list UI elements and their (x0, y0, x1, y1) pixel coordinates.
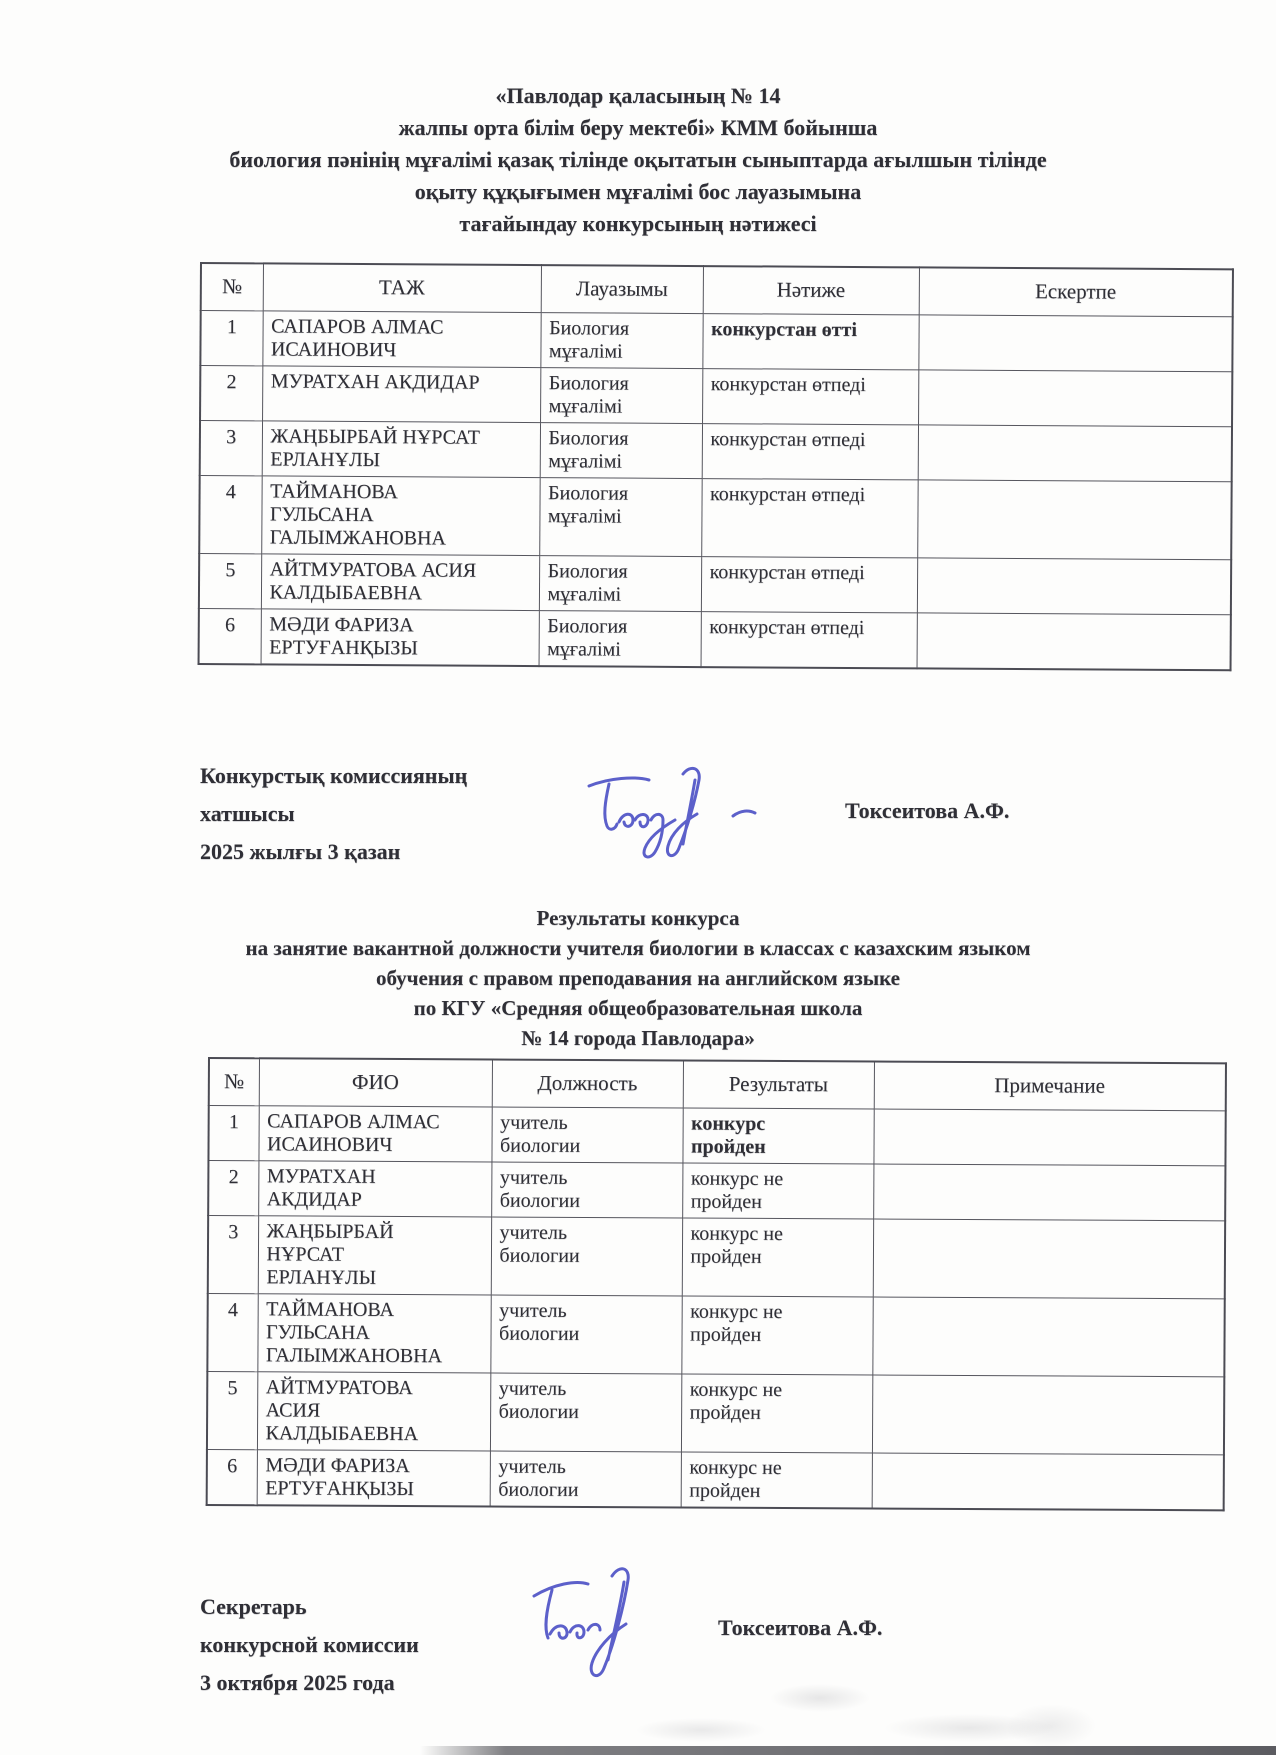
cell-position (540, 368, 702, 424)
signer-role-line: Конкурстық комиссияның (200, 763, 468, 788)
cell-name: МӘДИ ФАРИЗА ЕРТУҒАНҚЫЗЫ (261, 609, 539, 666)
cell-num: 4 (207, 1294, 257, 1372)
cell-name: САПАРОВ АЛМАС ИСАИНОВИЧ (262, 311, 540, 368)
cell-position (491, 1107, 682, 1163)
title-line: биология пәнінің мұғалімі қазақ тілінде оқытатын сыныптарда ағылшын тілінде (229, 147, 1047, 172)
title-line: обучения с правом преподавания на английском языке (375, 966, 901, 990)
signer-role-line: Секретарь (200, 1594, 307, 1619)
cell-result-text: конкурс пройден (690, 1112, 766, 1158)
cell-num: 4 (199, 476, 261, 554)
cell-name (258, 1216, 491, 1295)
cell-result (681, 1296, 872, 1375)
title-line: тағайындау конкурсының нәтижесі (459, 211, 817, 236)
column-header-name: ФИО (259, 1058, 492, 1107)
cell-position-text: учитель биологии (499, 1166, 581, 1212)
cell-note (917, 480, 1231, 560)
cell-position (490, 1373, 681, 1452)
kazakh-signer-name: Токсеитова А.Ф. (845, 798, 1010, 823)
cell-num: 5 (207, 1372, 257, 1450)
cell-note (918, 425, 1232, 482)
russian-signer-name: Токсеитова А.Ф. (718, 1615, 883, 1640)
cell-result (682, 1108, 873, 1164)
scan-artifact (420, 1746, 1276, 1755)
scan-artifact (770, 1684, 870, 1712)
column-header-result: Результаты (683, 1060, 874, 1108)
signer-role-line: 3 октября 2025 года (200, 1670, 395, 1695)
cell-result: конкурстан өтпеді (701, 479, 917, 558)
cell-name-text: ТАЙМАНОВА ГУЛЬСАНА ГАЛЫМЖАНОВНА (265, 1298, 443, 1368)
cell-name: МУРАТХАН АКДИДАР (262, 366, 540, 423)
cell-result: конкурстан өтпеді (701, 612, 917, 669)
signer-role-line: 2025 жылғы 3 қазан (200, 839, 401, 864)
cell-name-text: АЙТМУРАТОВА АСИЯ КАЛДЫБАЕВНА (265, 1376, 419, 1446)
cell-name-text: ЖАҢБЫРБАЙ НҰРСАТ ЕРЛАНҰЛЫ (266, 1220, 394, 1289)
title-line: жалпы орта білім беру мектебі» КММ бойынша (398, 115, 878, 140)
table-row (207, 1372, 1224, 1455)
column-header-note: Ескертпе (919, 267, 1233, 316)
cell-note (917, 558, 1231, 615)
signature-image (583, 760, 763, 875)
column-header-result: Нәтиже (703, 266, 919, 315)
cell-result: конкурстан өтпеді (702, 424, 918, 480)
scan-artifact (1006, 1704, 1096, 1748)
cell-position-text: Биология мұғалімі (548, 427, 629, 473)
cell-position-text: учитель биологии (498, 1377, 579, 1423)
cell-num: 2 (200, 366, 262, 421)
signature-image (526, 1560, 661, 1695)
cell-name-text: САПАРОВ АЛМАС ИСАИНОВИЧ (266, 1110, 440, 1156)
title-line: по КГУ «Средняя общеобразовательная школа (413, 996, 863, 1020)
column-header-position: Лауазымы (541, 265, 703, 313)
cell-result-text: конкурс не пройден (689, 1300, 783, 1346)
cell-position (539, 611, 701, 667)
cell-num: 5 (199, 554, 261, 609)
cell-note (872, 1375, 1224, 1455)
cell-position-text: Биология мұғалімі (547, 615, 628, 661)
cell-num: 6 (207, 1449, 257, 1505)
cell-position (491, 1162, 682, 1218)
cell-name-text: МӘДИ ФАРИЗА ЕРТУҒАНҚЫЗЫ (265, 1454, 414, 1501)
scan-artifact (636, 1718, 766, 1742)
cell-note (873, 1219, 1225, 1299)
cell-result-text: конкурс не пройден (690, 1222, 783, 1268)
column-header-note: Примечание (874, 1061, 1226, 1110)
table-row (208, 1161, 1225, 1221)
cell-note (873, 1109, 1225, 1166)
table-row (199, 476, 1231, 560)
title-line: Результаты конкурса (536, 906, 740, 930)
cell-num: 1 (208, 1106, 258, 1161)
cell-result-text: конкурс не пройден (689, 1378, 783, 1424)
title-line: «Павлодар қаласының № 14 (495, 83, 781, 108)
cell-num: 3 (208, 1216, 258, 1294)
kazakh-signer-role (200, 757, 620, 871)
cell-note (917, 613, 1231, 670)
cell-name (257, 1294, 490, 1373)
cell-result (682, 1163, 873, 1219)
cell-note (918, 315, 1232, 372)
cell-note (872, 1453, 1224, 1510)
russian-results-table (206, 1057, 1227, 1511)
cell-note (918, 370, 1232, 427)
cell-name (257, 1450, 490, 1507)
column-header-name: ТАЖ (263, 263, 541, 312)
cell-position (491, 1217, 682, 1296)
table-row (208, 1216, 1225, 1299)
cell-position-text: учитель биологии (499, 1111, 581, 1157)
cell-position (540, 423, 702, 479)
signer-role-line: конкурсной комиссии (200, 1632, 419, 1657)
signer-role-line: хатшысы (200, 801, 295, 826)
cell-position (490, 1295, 681, 1374)
cell-position-text: Биология мұғалімі (547, 560, 628, 606)
table-row (200, 421, 1232, 482)
table-row (207, 1294, 1224, 1377)
table-header-row (209, 1058, 1226, 1111)
cell-position-text: Биология мұғалімі (547, 482, 629, 528)
cell-name (261, 476, 539, 556)
table-row (199, 608, 1231, 670)
table-header-row (201, 263, 1233, 317)
cell-position (539, 478, 701, 557)
cell-position-text: Биология мұғалімі (548, 372, 629, 418)
column-header-num: № (201, 263, 263, 311)
cell-position (540, 313, 702, 369)
cell-name-text: ТАЙМАНОВА ГУЛЬСАНА ГАЛЫМЖАНОВНА (269, 480, 446, 550)
table-row (199, 554, 1231, 615)
column-header-num: № (209, 1058, 259, 1106)
cell-result: конкурстан өтті (702, 314, 918, 370)
cell-result (681, 1374, 872, 1453)
cell-num: 3 (200, 421, 262, 476)
table-row (200, 311, 1232, 372)
column-header-position: Должность (492, 1059, 683, 1107)
title-line: на занятие вакантной должности учителя биологии в классах с казахским языком (245, 936, 1031, 960)
cell-name: ЖАҢБЫРБАЙ НҰРСАТ ЕРЛАНҰЛЫ (262, 421, 540, 478)
cell-result: конкурстан өтпеді (701, 557, 917, 613)
title-line: оқыту құқығымен мұғалімі бос лауазымына (414, 179, 862, 204)
cell-name (257, 1372, 490, 1451)
cell-position (539, 556, 701, 612)
cell-result (681, 1452, 872, 1508)
cell-position-text: учитель биологии (499, 1221, 580, 1267)
cell-result-text: конкурс не пройден (690, 1167, 784, 1213)
table-row (208, 1106, 1225, 1166)
cell-name (258, 1161, 491, 1217)
cell-num: 1 (200, 311, 262, 366)
title-line: № 14 города Павлодара» (521, 1026, 755, 1050)
cell-note (872, 1297, 1224, 1377)
cell-result-text: конкурс не пройден (689, 1456, 782, 1502)
cell-name-text: МУРАТХАН АКДИДАР (266, 1165, 376, 1211)
cell-result: конкурстан өтпеді (702, 369, 918, 425)
cell-name: АЙТМУРАТОВА АСИЯ КАЛДЫБАЕВНА (261, 554, 539, 611)
cell-result (682, 1218, 873, 1297)
kazakh-title (0, 80, 1276, 240)
kazakh-results-table (198, 262, 1234, 671)
cell-position-text: учитель биологии (498, 1299, 580, 1345)
table-row (207, 1449, 1224, 1510)
russian-title (0, 903, 1276, 1053)
cell-position-text: учитель биологии (498, 1455, 579, 1501)
cell-note (873, 1164, 1225, 1221)
cell-num: 2 (208, 1161, 258, 1216)
cell-num: 6 (199, 608, 261, 664)
table-row (200, 366, 1232, 427)
cell-name (258, 1106, 491, 1162)
cell-position (490, 1451, 681, 1507)
cell-position-text: Биология мұғалімі (548, 317, 630, 363)
